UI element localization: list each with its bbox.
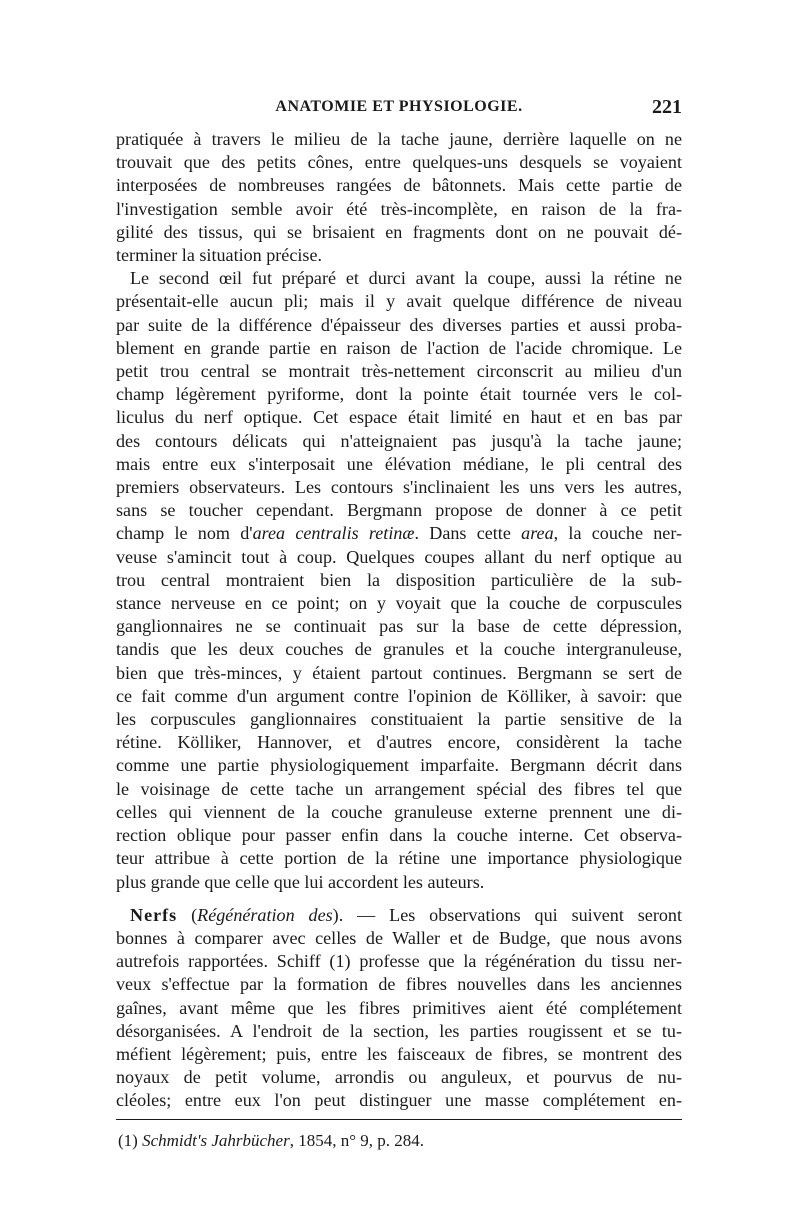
text-run: champ le nom d' <box>116 523 253 544</box>
italic-term: area <box>521 523 554 544</box>
text-line: celles qui viennent de la couche granuleuse externe prennent une di- <box>116 801 682 822</box>
text-line: désorganisées. A l'endroit de la section, les parties rougissent et se tu- <box>116 1020 682 1041</box>
paragraph-continuation <box>116 128 682 267</box>
text-line: stance nerveuse en ce point; on y voyait que la couche de corpuscules <box>116 593 682 614</box>
text-line: comme une partie physiologiquement imparfaite. Bergmann décrit dans <box>116 755 682 776</box>
text-line: ganglionnaires ne se continuait pas sur la base de cette dépression, <box>116 616 682 637</box>
text-line: tandis que les deux couches de granules et la couche intergranuleuse, <box>116 639 682 660</box>
text-line-area-centralis <box>116 522 682 545</box>
running-header <box>116 96 682 122</box>
text-line: l'investigation semble avoir été très-incomplète, en raison de la fra- <box>116 198 682 219</box>
text-line-nerfs-heading <box>116 904 682 927</box>
text-line: ce fait comme d'un argument contre l'opinion de Kölliker, à savoir: que <box>116 685 682 706</box>
text-line: rétine. Kölliker, Hannover, et d'autres encore, considèrent la tache <box>116 732 682 753</box>
text-line: bonnes à comparer avec celles de Waller et de Budge, que nous avons <box>116 927 682 948</box>
text-line: mais entre eux s'interposait une élévation médiane, le pli central des <box>116 453 682 474</box>
text-line: trou central montraient bien la disposition particulière de la sub- <box>116 569 682 590</box>
text-line: des contours délicats qui n'atteignaient pas jusqu'à la tache jaune; <box>116 430 682 451</box>
text-line: méfient légèrement; puis, entre les faisceaux de fibres, se montrent des <box>116 1043 682 1064</box>
text-line: gilité des tissus, qui se brisaient en fragments dont on ne pouvait dé- <box>116 221 682 242</box>
footnote-rule <box>116 1119 682 1120</box>
text-run: ( <box>177 904 198 925</box>
paragraph-nerfs <box>116 904 682 1113</box>
text-line: par suite de la différence d'épaisseur des diverses parties et aussi proba- <box>116 314 682 335</box>
footnote-marker: (1) <box>118 1130 143 1150</box>
text-line: les corpuscules ganglionnaires constituaient la partie sensitive de la <box>116 709 682 730</box>
book-page <box>116 96 682 1152</box>
text-line: trouvait que des petits cônes, entre quelques-uns desquels se voyaient <box>116 152 682 173</box>
text-line: interposées de nombreuses rangées de bâtonnets. Mais cette partie de <box>116 175 682 196</box>
footnote-source-title: Schmidt's Jahrbücher <box>142 1130 290 1150</box>
text-line: premiers observateurs. Les contours s'inclinaient les uns vers les autres, <box>116 477 682 498</box>
text-line: blement en grande partie en raison de l'action de l'acide chromique. Le <box>116 337 682 358</box>
text-line: Le second œil fut préparé et durci avant la coupe, aussi la rétine ne <box>130 268 682 289</box>
body-text <box>116 128 682 1113</box>
text-run: ). — Les observations qui suivent seront <box>332 904 682 925</box>
text-line: noyaux de petit volume, arrondis ou anguleux, et pourvus de nu- <box>116 1067 682 1088</box>
text-line: rection oblique pour passer enfin dans la couche interne. Cet observa- <box>116 825 682 846</box>
text-line: terminer la situation précise. <box>116 245 322 266</box>
paragraph-second-eye <box>116 267 682 893</box>
text-line: gaînes, avant même que les fibres primitives aient été complétement <box>116 997 682 1018</box>
text-line: veux s'effectue par la formation de fibres nouvelles dans les anciennes <box>116 974 682 995</box>
text-line: veuse s'amincit tout à coup. Quelques coupes allant du nerf optique au <box>116 546 682 567</box>
text-line: plus grande que celle que lui accordent les auteurs. <box>116 871 485 892</box>
running-title: ANATOMIE ET PHYSIOLOGIE. <box>275 98 523 115</box>
text-run: , la couche ner- <box>553 523 683 544</box>
paragraph-gap <box>116 894 682 904</box>
footnote <box>116 1130 682 1152</box>
text-line: présentait-elle aucun pli; mais il y avait quelque différence de niveau <box>116 291 682 312</box>
text-line: sans se toucher cependant. Bergmann propose de donner à ce petit <box>116 500 682 521</box>
text-line: champ légèrement pyriforme, dont la pointe était tournée vers le col- <box>116 384 682 405</box>
text-line: bien que très-minces, y étaient partout continues. Bergmann se sert de <box>116 662 682 683</box>
text-line: autrefois rapportées. Schiff (1) professe que la régénération du tissu ner- <box>116 951 682 972</box>
text-line: cléoles; entre eux l'on peut distinguer une masse complétement en- <box>116 1090 682 1111</box>
text-line: pratiquée à travers le milieu de la tache jaune, derrière laquelle on ne <box>116 129 682 149</box>
footnote-reference: , 1854, n° 9, p. 284. <box>289 1130 425 1150</box>
italic-term: Régénération des <box>197 904 333 925</box>
text-line: liculus du nerf optique. Cet espace était limité en haut et en bas par <box>116 407 682 428</box>
italic-term: area centralis retinæ <box>252 523 415 544</box>
text-run: . Dans cette <box>414 523 522 544</box>
page-number: 221 <box>652 96 682 118</box>
section-lead-word: Nerfs <box>130 904 178 925</box>
text-line: le voisinage de cette tache un arrangement spécial des fibres tel que <box>116 778 682 799</box>
text-line: teur attribue à cette portion de la rétine une importance physiologique <box>116 848 682 869</box>
text-line: petit trou central se montrait très-nettement circonscrit au milieu d'un <box>116 361 682 382</box>
